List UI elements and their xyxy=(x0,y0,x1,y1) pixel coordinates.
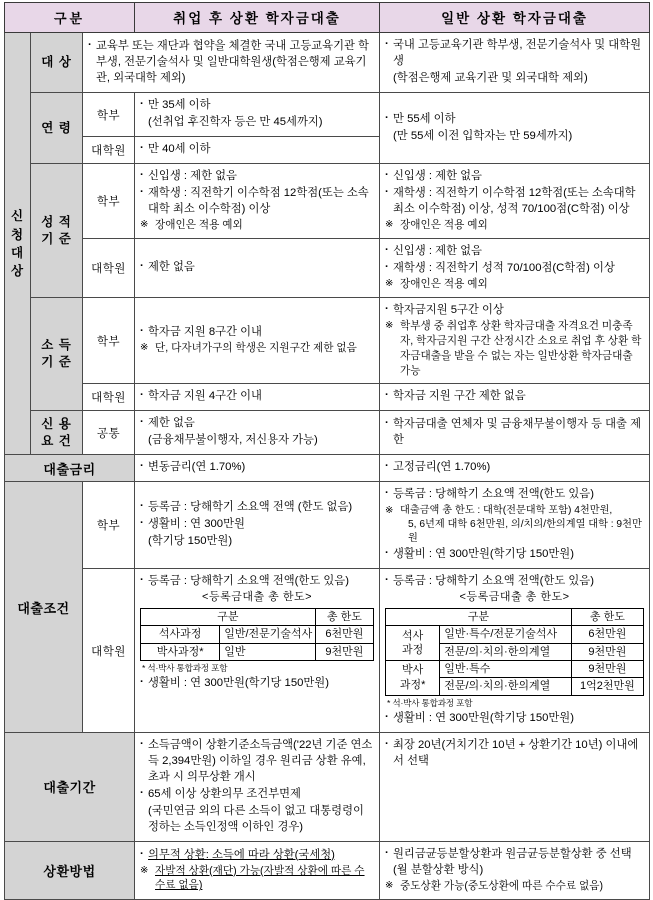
text-cond-gen-u-1: · 등록금 : 당해학기 소요액 전액(한도 있음) xyxy=(385,486,644,502)
gen-row0-type: 일반·특수/전문기술석사 xyxy=(440,626,572,643)
row-conditions-undergrad xyxy=(5,482,650,569)
note-repay-general: ※ 중도상환 가능(중도상환에 따른 수수료 없음) xyxy=(385,879,644,894)
text-cond-icl-g-living: · 생활비 : 연 300만원(학기당 150만원) xyxy=(140,675,374,691)
cell-period-icl xyxy=(135,732,380,841)
caption-icl-grad-limit-table: <등록금대출 총 한도> xyxy=(202,591,312,604)
note-cond-gen-line2: 5, 6년제 대학 6천만원, 의/치의/한의계열 대학 : 9천만원 xyxy=(408,518,642,545)
gen-master-course: 석사 과정 xyxy=(386,626,440,661)
label-conditions-undergrad: 학부 xyxy=(83,482,135,569)
cell-target-general xyxy=(380,33,650,93)
cell-conditions-icl-undergrad xyxy=(135,482,380,569)
label-age-undergrad: 학부 xyxy=(83,93,135,137)
label-age: 연 령 xyxy=(31,93,83,164)
label-credit-common: 공통 xyxy=(83,411,135,455)
icl-grad-limit-table xyxy=(140,608,374,661)
row-grade-grad xyxy=(5,239,650,298)
text-age-icl-2: (선취업 후진학자 등은 만 45세까지) xyxy=(148,116,323,129)
label-grade: 성 적 기 준 xyxy=(31,164,83,298)
cell-age-general xyxy=(380,93,650,164)
table-row xyxy=(386,609,644,626)
icl-row0-limit: 6천만원 xyxy=(315,626,373,643)
table-row xyxy=(141,626,374,643)
row-grade-undergrad xyxy=(5,164,650,239)
text-grade-icl-u-1: · 신입생 : 제한 없음 xyxy=(140,168,374,184)
note-income-icl-undergrad: ※ 단, 다자녀가구의 학생은 지원구간 제한 없음 xyxy=(140,341,374,356)
text-age-icl-1: · 만 35세 이하 xyxy=(140,97,374,113)
text-target-icl: · 교육부 또는 재단과 협약을 체결한 국내 고등교육기관 학부생, 전문기술석사 및 일반대학원생(학점은행제 교육기관, 외국대학 제외) xyxy=(88,38,374,86)
gen-row1-limit: 9천만원 xyxy=(571,643,643,660)
text-income-gen-u: · 학자금지원 5구간 이상 xyxy=(385,302,644,318)
text-repay-general-1: · 원리금균등분할상환과 원금균등분할상환 중 선택(월 분할상환 방식) xyxy=(385,846,644,878)
text-grade-gen-u-1: · 신입생 : 제한 없음 xyxy=(385,168,644,184)
note-grade-general-undergrad: ※ 장애인은 적용 예외 xyxy=(385,218,644,233)
gen-th-gubun: 구분 xyxy=(386,609,572,626)
label-grade-undergrad: 학부 xyxy=(83,164,135,239)
cell-income-icl-undergrad xyxy=(135,298,380,384)
label-age-grad: 대학원 xyxy=(83,137,135,164)
row-credit xyxy=(5,411,650,455)
label-apply-target: 신 청 대 상 xyxy=(5,33,31,455)
text-age-general-2: (만 55세 이전 입학자는 만 59세까지) xyxy=(393,129,573,142)
note-conditions-general-undergrad xyxy=(385,504,644,547)
text-period-icl-2b: (국민연금 외의 다른 소득이 없고 대통령령이 정하는 소득인정액 이하인 경우) xyxy=(148,804,364,833)
cell-income-general-grad xyxy=(380,384,650,411)
row-repayment-method xyxy=(5,841,650,899)
text-income-gen-grad: · 학자금 지원 구간 제한 없음 xyxy=(385,388,644,404)
text-age-general-1: · 만 55세 이하 xyxy=(385,111,644,127)
cell-age-icl-grad xyxy=(135,137,380,164)
row-interest-rate xyxy=(5,455,650,482)
table-header-row xyxy=(5,3,650,33)
cell-conditions-general-grad xyxy=(380,569,650,732)
note-grade-icl-undergrad: ※ 장애인은 적용 예외 xyxy=(140,218,374,233)
label-conditions-grad: 대학원 xyxy=(83,569,135,732)
cell-period-general xyxy=(380,732,650,841)
text-grade-gen-g-2: · 재학생 : 직전학기 성적 70/100점(C학점) 이상 xyxy=(385,260,644,276)
text-grade-icl-grad: · 제한 없음 xyxy=(140,259,374,275)
caption-general-grad-limit-table: <등록금대출 총 한도> xyxy=(459,591,570,604)
note-repay-icl: ※ 자발적 상환(재단) 가능(자발적 상환에 따른 수수료 없음) xyxy=(140,864,374,894)
gen-th-limit: 총 한도 xyxy=(571,609,643,626)
text-credit-icl-2: (금융채무불이행자, 저신용자 가능) xyxy=(148,434,318,447)
icl-row0-course: 석사과정 xyxy=(141,626,220,643)
cell-grade-icl-undergrad xyxy=(135,164,380,239)
text-grade-gen-g-1: · 신입생 : 제한 없음 xyxy=(385,243,644,259)
icl-row0-type: 일반/전문기술석사 xyxy=(220,626,316,643)
cell-rate-icl xyxy=(135,455,380,482)
label-income-grad: 대학원 xyxy=(83,384,135,411)
gen-row0-limit: 6천만원 xyxy=(571,626,643,643)
text-rate-icl: · 변동금리(연 1.70%) xyxy=(140,459,374,475)
label-income: 소 득 기 준 xyxy=(31,298,83,411)
row-age-undergrad xyxy=(5,93,650,137)
text-target-general-1: · 국내 고등교육기관 학부생, 전문기술석사 및 대학원생 xyxy=(385,37,644,69)
gen-row3-limit: 1억2천만원 xyxy=(571,678,643,695)
cell-rate-general xyxy=(380,455,650,482)
text-period-icl-1: · 소득금액이 상환기준소득금액('22년 기준 연소득 2,394만원) 이하일 경우 원리금 상환 유예, 초과 시 의무상환 개시 xyxy=(140,737,374,785)
label-credit: 신 용 요 건 xyxy=(31,411,83,455)
icl-row1-course: 박사과정* xyxy=(141,643,220,660)
row-loan-period xyxy=(5,732,650,841)
text-cond-icl-u-2: · 생활비 : 연 300만원 xyxy=(140,516,374,532)
cell-grade-general-grad xyxy=(380,239,650,298)
note-income-general-undergrad: ※ 학부생 중 취업후 상환 학자금대출 자격요건 미충족자, 학자금지원 구간 산정시간 소요로 취업 후 상환 학자금대출을 받을 수 없는 자는 일반상환 학자금대출 가능 xyxy=(385,319,644,378)
text-age-icl-grad: · 만 40세 이하 xyxy=(140,141,374,157)
text-period-general: · 최장 20년(거치기간 10년 + 상환기간 10년) 이내에서 선택 xyxy=(385,737,644,769)
note-grade-general-grad: ※ 장애인은 적용 예외 xyxy=(385,277,644,292)
text-rate-general: · 고정금리(연 1.70%) xyxy=(385,459,644,475)
gen-row3-type: 전문/의·치의·한의계열 xyxy=(440,678,572,695)
cell-conditions-icl-grad xyxy=(135,569,380,732)
table-row xyxy=(141,609,374,626)
note-cond-gen-line1: 대출금액 총 한도 : 대학(전문대학 포함) 4천만원, xyxy=(400,504,613,516)
icl-row1-limit: 9천만원 xyxy=(315,643,373,660)
text-grade-gen-u-2: · 재학생 : 직전학기 이수학점 12학점(또는 소속대학 최소 이수학점) 이상, 성적 70/100점(C학점) 이상 xyxy=(385,185,644,217)
footnote-icl-grad-table: * 석·박사 통합과정 포함 xyxy=(142,662,228,673)
table-row xyxy=(141,643,374,660)
text-credit-icl-1: · 제한 없음 xyxy=(140,415,374,431)
gen-row1-type: 전문/의·치의·한의계열 xyxy=(440,643,572,660)
gen-row2-type: 일반·특수 xyxy=(440,660,572,677)
cell-credit-icl xyxy=(135,411,380,455)
cell-age-icl-undergrad xyxy=(135,93,380,137)
header-general-loan: 일반 상환 학자금대출 xyxy=(380,3,650,33)
loan-comparison-table xyxy=(4,2,650,900)
cell-conditions-general-undergrad xyxy=(380,482,650,569)
text-cond-gen-u-2: · 생활비 : 연 300만원(학기당 150만원) xyxy=(385,546,644,562)
label-grade-grad: 대학원 xyxy=(83,239,135,298)
label-target: 대 상 xyxy=(31,33,83,93)
text-grade-icl-u-2: · 재학생 : 직전학기 이수학점 12학점(또는 소속대학 최소 이수학점) 이상 xyxy=(140,185,374,217)
text-income-icl-grad: · 학자금 지원 4구간 이내 xyxy=(140,388,374,404)
label-loan-period: 대출기간 xyxy=(5,732,135,841)
footnote-general-grad-table: * 석·박사 통합과정 포함 xyxy=(387,697,473,708)
text-period-icl-2: · 65세 이상 상환의무 조건부면제 xyxy=(140,786,374,802)
cell-target-icl xyxy=(83,33,380,93)
cell-income-icl-grad xyxy=(135,384,380,411)
label-loan-conditions: 대출조건 xyxy=(5,482,83,732)
text-income-icl-u: · 학자금 지원 8구간 이내 xyxy=(140,324,374,340)
cell-income-general-undergrad xyxy=(380,298,650,384)
icl-th-gubun: 구분 xyxy=(141,609,316,626)
label-repayment-method: 상환방법 xyxy=(5,841,135,899)
cell-grade-general-undergrad xyxy=(380,164,650,239)
text-repay-icl-1: · 의무적 상환: 소득에 따라 상환(국세청) xyxy=(140,847,374,863)
header-gubun: 구분 xyxy=(5,3,135,33)
label-income-undergrad: 학부 xyxy=(83,298,135,384)
row-income-undergrad xyxy=(5,298,650,384)
header-icl-loan: 취업 후 상환 학자금대출 xyxy=(135,3,380,33)
cell-grade-icl-grad xyxy=(135,239,380,298)
text-cond-icl-u-1: · 등록금 : 당해학기 소요액 전액 (한도 없음) xyxy=(140,499,374,515)
text-target-general-2: (학점은행제 교육기관 및 외국대학 제외) xyxy=(393,72,588,85)
row-target xyxy=(5,33,650,93)
text-cond-icl-u-2b: (학기당 150만원) xyxy=(148,535,233,548)
cell-repay-general xyxy=(380,841,650,899)
row-income-grad xyxy=(5,384,650,411)
text-cond-icl-g-1: · 등록금 : 당해학기 소요액 전액(한도 있음) xyxy=(140,573,374,589)
text-cond-gen-g-living: · 생활비 : 연 300만원(학기당 150만원) xyxy=(385,710,644,726)
row-conditions-grad xyxy=(5,569,650,732)
table-row xyxy=(386,626,644,643)
gen-doctor-course: 박사 과정* xyxy=(386,660,440,695)
cell-repay-icl xyxy=(135,841,380,899)
gen-row2-limit: 9천만원 xyxy=(571,660,643,677)
text-credit-general: · 학자금대출 연체자 및 금융채무불이행자 등 대출 제한 xyxy=(385,416,644,448)
cell-credit-general xyxy=(380,411,650,455)
label-interest-rate: 대출금리 xyxy=(5,455,135,482)
general-grad-limit-table xyxy=(385,608,644,695)
table-row xyxy=(386,660,644,677)
text-cond-gen-g-1: · 등록금 : 당해학기 소요액 전액(한도 있음) xyxy=(385,573,644,589)
icl-th-limit: 총 한도 xyxy=(315,609,373,626)
icl-row1-type: 일반 xyxy=(220,643,316,660)
